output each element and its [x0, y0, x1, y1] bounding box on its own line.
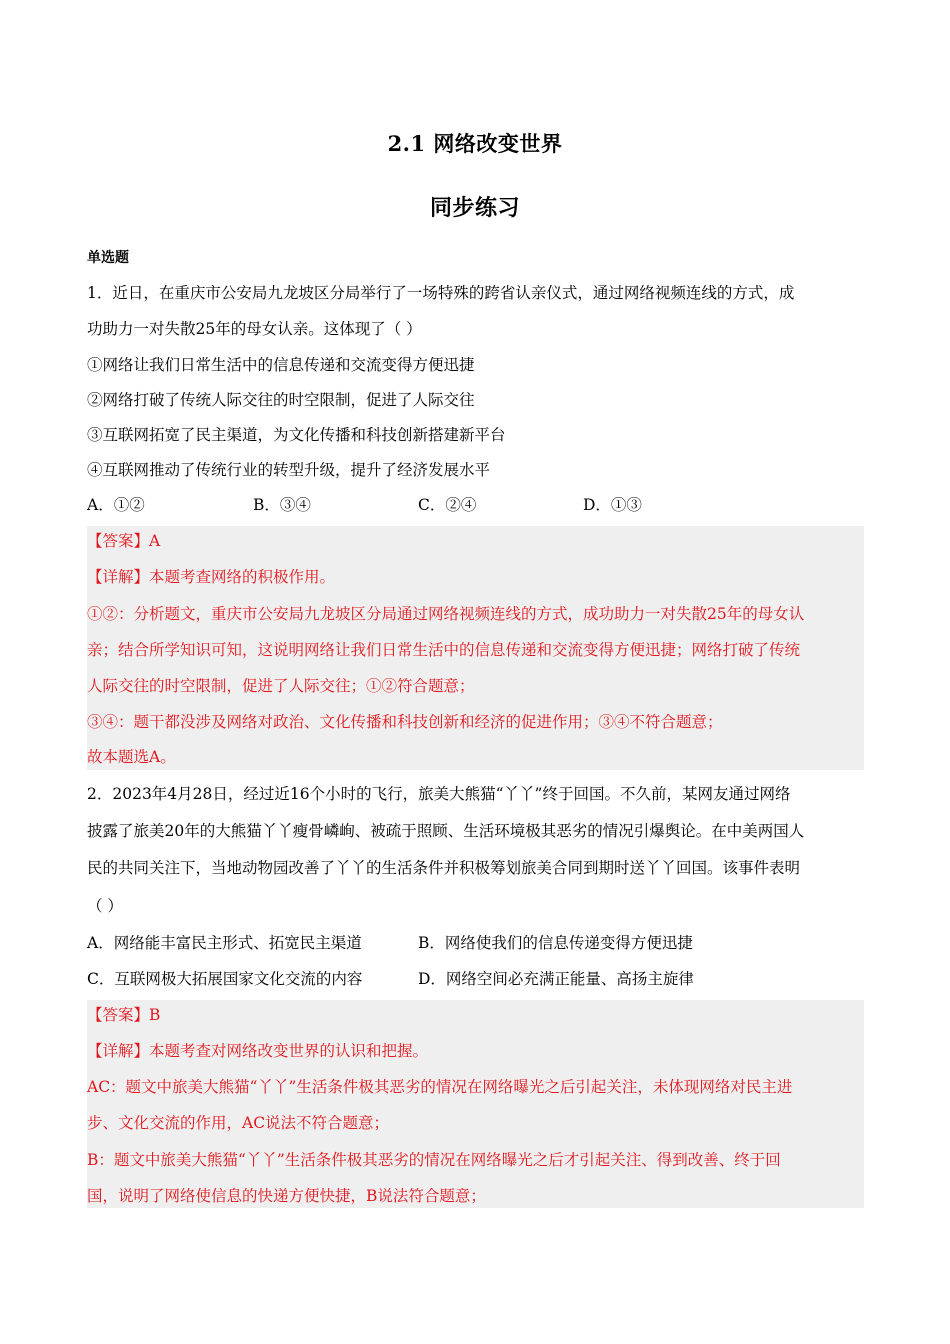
q2-option-a: A．网络能丰富民主形式、拓宽民主渠道: [87, 934, 362, 952]
q1-statement: ②网络打破了传统人际交往的时空限制，促进了人际交往: [87, 391, 475, 409]
q1-option-c: C．②④: [418, 496, 477, 514]
q2-analysis-line: AC：题文中旅美大熊猫“丫丫”生活条件极其恶劣的情况在网络曝光之后引起关注，未体现网络对民主进: [87, 1078, 793, 1096]
q1-analysis-line: 故本题选A。: [87, 748, 176, 766]
q1-stem-line: 1．近日，在重庆市公安局九龙坡区分局举行了一场特殊的跨省认亲仪式，通过网络视频连线的方式，成: [87, 284, 795, 302]
q2-stem-line: （ ）: [87, 897, 123, 915]
q1-analysis-line: ①②：分析题文，重庆市公安局九龙坡区分局通过网络视频连线的方式，成功助力一对失散25年的母女认: [87, 605, 805, 623]
page-title: 2.1 网络改变世界: [387, 131, 563, 156]
q2-analysis-line: 【详解】本题考查对网络改变世界的认识和把握。: [87, 1042, 429, 1060]
q2-analysis-line: B：题文中旅美大熊猫“丫丫”生活条件极其恶劣的情况在网络曝光之后才引起关注、得到改善、终于回: [87, 1151, 781, 1169]
q2-answer: 【答案】B: [87, 1006, 161, 1024]
q2-stem-line: 民的共同关注下，当地动物园改善了丫丫的生活条件并积极筹划旅美合同到期时送丫丫回国。该事件表明: [87, 859, 801, 877]
q1-analysis-line: 【详解】本题考查网络的积极作用。: [87, 568, 336, 586]
q1-option-b: B．③④: [253, 496, 311, 514]
q2-analysis-line: 国，说明了网络使信息的快递方便快捷，B说法符合题意；: [87, 1187, 486, 1205]
q1-analysis-line: ③④：题干都没涉及网络对政治、文化传播和科技创新和经济的促进作用；③④不符合题意；: [87, 713, 723, 731]
q1-analysis-line: 亲；结合所学知识可知，这说明网络让我们日常生活中的信息传递和交流变得方便迅捷；网络打破了传统: [87, 641, 801, 659]
section-label: 单选题: [87, 250, 129, 266]
q1-option-d: D．①③: [583, 496, 642, 514]
q2-option-c: C．互联网极大拓展国家文化交流的内容: [87, 970, 363, 988]
q1-option-a: A．①②: [87, 496, 145, 514]
q1-analysis-line: 人际交往的时空限制，促进了人际交往；①②符合题意；: [87, 677, 475, 695]
q2-stem-line: 披露了旅美20年的大熊猫丫丫瘦骨嶙峋、被疏于照顾、生活环境极其恶劣的情况引爆舆论。在中美两国人: [87, 822, 805, 840]
q2-option-d: D．网络空间必充满正能量、高扬主旋律: [418, 970, 694, 988]
q2-stem-line: 2．2023年4月28日，经过近16个小时的飞行，旅美大熊猫“丫丫”终于回国。不久前，某网友通过网络: [87, 785, 791, 803]
q1-statement: ①网络让我们日常生活中的信息传递和交流变得方便迅捷: [87, 356, 475, 374]
q1-statement: ④互联网推动了传统行业的转型升级，提升了经济发展水平: [87, 461, 491, 479]
q2-analysis-line: 步、文化交流的作用，AC说法不符合题意；: [87, 1114, 390, 1132]
q2-answer-box: [87, 1000, 864, 1208]
q2-option-b: B．网络使我们的信息传递变得方便迅捷: [418, 934, 693, 952]
page-subtitle: 同步练习: [429, 195, 520, 221]
q1-answer: 【答案】A: [87, 532, 161, 550]
q1-stem-line: 功助力一对失散25年的母女认亲。这体现了（ ）: [87, 320, 422, 338]
q1-statement: ③互联网拓宽了民主渠道，为文化传播和科技创新搭建新平台: [87, 426, 506, 444]
